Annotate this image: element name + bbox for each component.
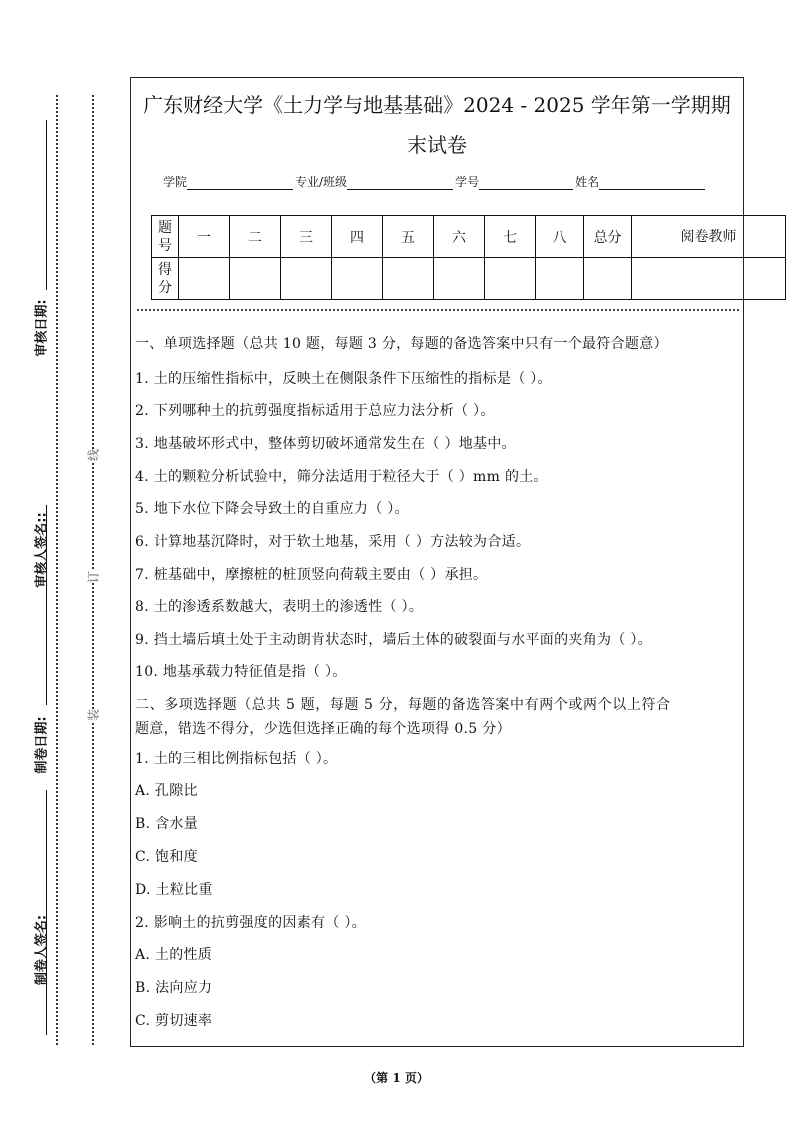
section-heading: 一、单项选择题（总共 10 题，每题 3 分，每题的备选答案中只有一个最符合题意） [135, 336, 668, 352]
binding-char: 线 [86, 448, 101, 462]
name-field[interactable] [599, 175, 705, 190]
score-cell [332, 258, 383, 300]
header-cell: 三 [281, 216, 332, 258]
separator [137, 309, 739, 311]
signature-line [46, 120, 47, 290]
header-cell: 四 [332, 216, 383, 258]
question-line: D. 土粒比重 [135, 882, 213, 898]
header-cell: 七 [485, 216, 536, 258]
binding-dotted-line [56, 95, 58, 1045]
id-label: 学号 [455, 175, 480, 189]
score-cell [383, 258, 434, 300]
question-line: B. 含水量 [135, 816, 198, 832]
question-line: 3. 地基破坏形式中，整体剪切破坏通常发生在（ ）地基中。 [135, 436, 516, 452]
signature-line [46, 790, 47, 910]
score-row [152, 258, 786, 300]
maker-date-label: 制卷日期: [34, 716, 50, 774]
question-line: 10. 地基承载力特征值是指（ ）。 [135, 664, 347, 680]
question-line: 7. 桩基础中，摩擦桩的桩顶竖向荷载主要由（ ）承担。 [135, 567, 488, 583]
score-cell [179, 258, 230, 300]
score-cell [281, 258, 332, 300]
score-cell [230, 258, 281, 300]
maker-signature-label: 制卷人签名: [34, 914, 50, 986]
score-header-row [152, 216, 786, 258]
question-line: 9. 挡土墙后填土处于主动朗肯状态时，墙后土体的破裂面与水平面的夹角为（ ）。 [135, 632, 652, 648]
question-line: 5. 地下水位下降会导致土的自重应力（ ）。 [135, 501, 409, 517]
row-label: 得分 [152, 258, 179, 300]
reviewer-signature-label: 审核人签名:: [34, 512, 50, 588]
question-line: C. 饱和度 [135, 849, 198, 865]
page-footer: （第 1 页） [364, 1071, 429, 1085]
header-cell: 八 [536, 216, 584, 258]
exam-title-cont: 末试卷 [407, 133, 467, 157]
question-line: 6. 计算地基沉降时，对于软土地基，采用（ ）方法较为合适。 [135, 534, 531, 550]
question-line: 2. 下列哪种土的抗剪强度指标适用于总应力法分析（ ）。 [135, 403, 495, 419]
binding-char: 装 [86, 708, 101, 722]
question-line: 4. 土的颗粒分析试验中，筛分法适用于粒径大于（ ）mm 的土。 [135, 469, 548, 485]
college-field[interactable] [187, 175, 293, 190]
college-label: 学院 [163, 175, 188, 189]
major-label: 专业/班级 [295, 175, 348, 189]
binding-char: 订 [86, 570, 101, 584]
name-label: 姓名 [575, 175, 600, 189]
score-cell [434, 258, 485, 300]
student-info [163, 173, 707, 190]
question-line: B. 法向应力 [135, 980, 213, 996]
question-line: 1. 土的压缩性指标中，反映土在侧限条件下压缩性的指标是（ ）。 [135, 371, 552, 387]
id-field[interactable] [479, 175, 573, 190]
score-table [151, 215, 786, 300]
question-line: C. 剪切速率 [135, 1013, 213, 1029]
exam-title: 广东财经大学《土力学与地基基础》2024 - 2025 学年第一学期期 [143, 93, 731, 117]
question-line: 题意，错选不得分，少选但选择正确的每个选项得 0.5 分） [135, 721, 511, 737]
header-cell: 阅卷教师 [632, 216, 786, 258]
score-cell [485, 258, 536, 300]
header-cell: 一 [179, 216, 230, 258]
score-cell [584, 258, 632, 300]
question-line: A. 土的性质 [135, 947, 213, 963]
header-cell: 二 [230, 216, 281, 258]
score-cell [536, 258, 584, 300]
question-line: A. 孔隙比 [135, 783, 198, 799]
score-cell [632, 258, 786, 300]
question-line: 8. 土的渗透系数越大，表明土的渗透性（ ）。 [135, 599, 424, 615]
header-cell: 五 [383, 216, 434, 258]
question-line: 1. 土的三相比例指标包括（ ）。 [135, 751, 338, 767]
header-cell: 题号 [152, 216, 179, 258]
review-date-label: 审核日期: [34, 299, 50, 357]
header-cell: 总分 [584, 216, 632, 258]
question-line: 2. 影响土的抗剪强度的因素有（ ）。 [135, 915, 366, 931]
major-field[interactable] [347, 175, 453, 190]
header-cell: 六 [434, 216, 485, 258]
section-heading: 二、多项选择题（总共 5 题，每题 5 分，每题的备选答案中有两个或两个以上符合 [135, 697, 671, 713]
